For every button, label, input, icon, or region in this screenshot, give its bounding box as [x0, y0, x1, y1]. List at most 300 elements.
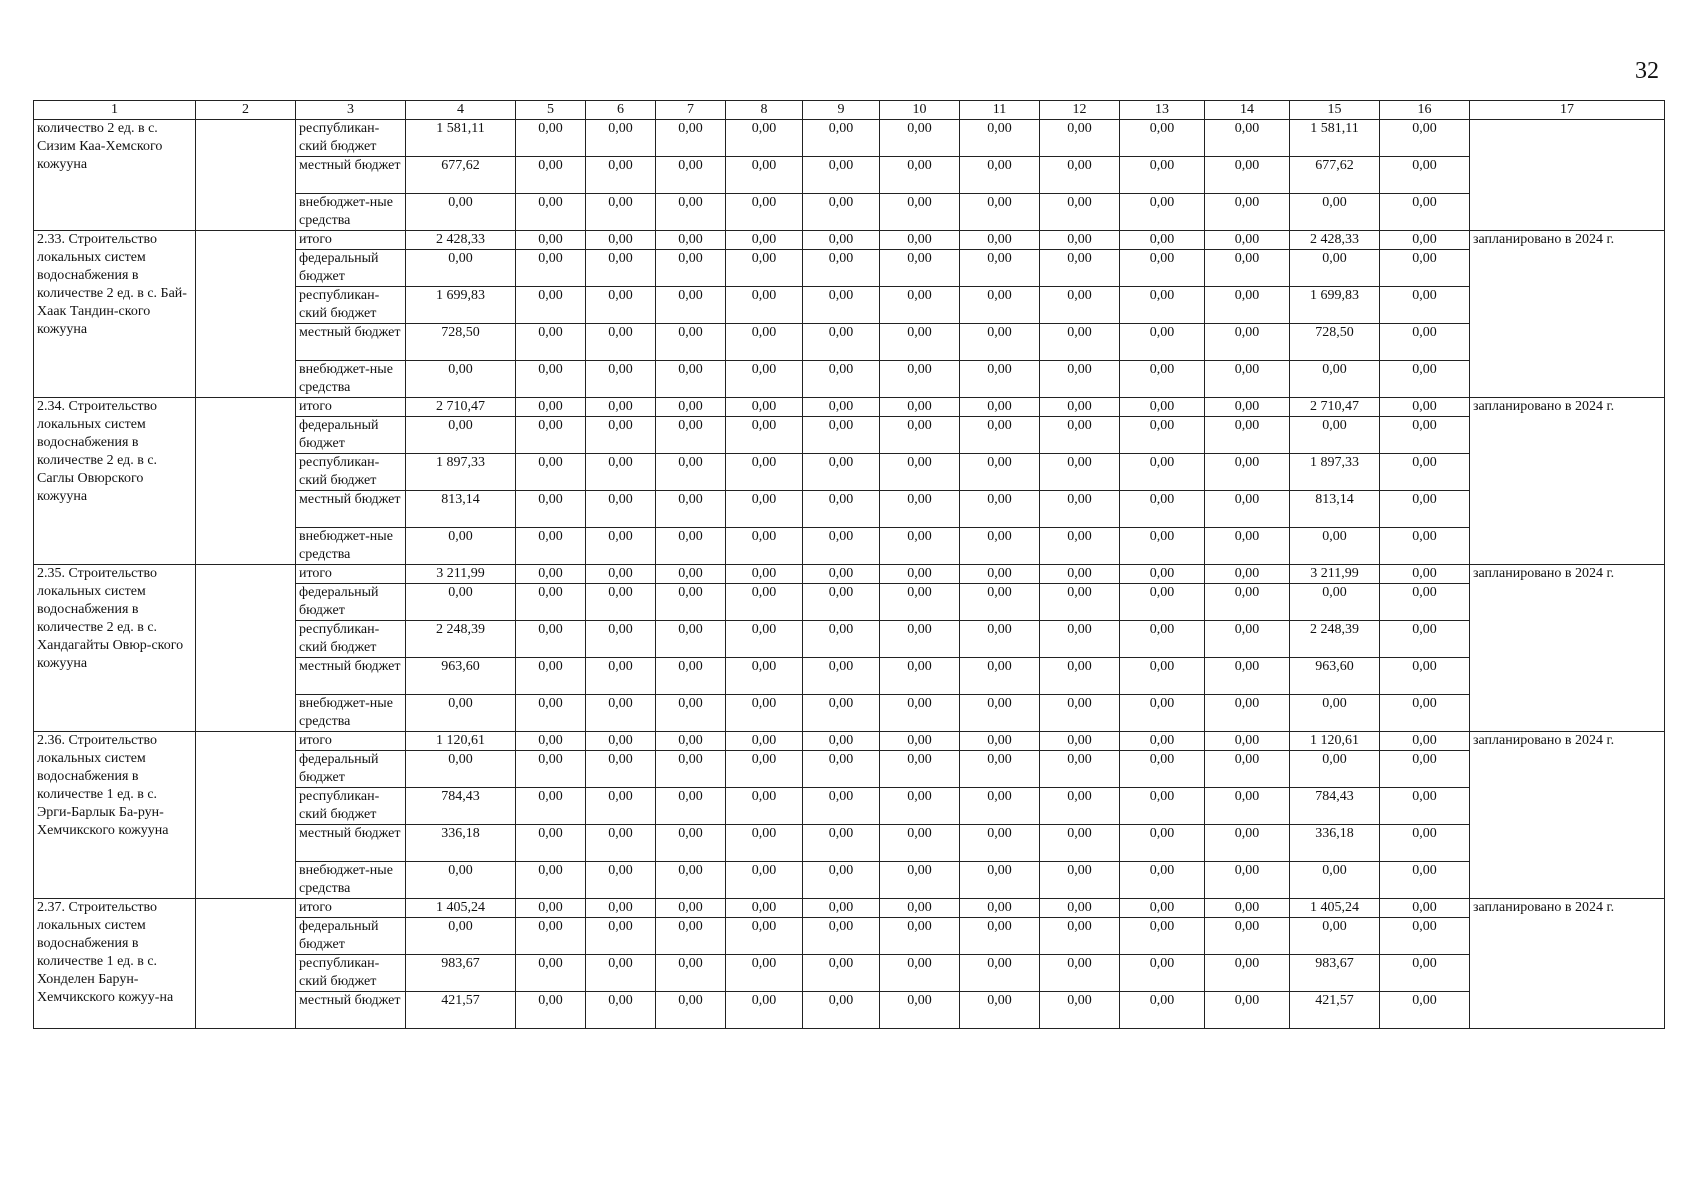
value-col-12: 0,00 — [1040, 918, 1120, 955]
value-col-9: 0,00 — [803, 491, 880, 528]
funding-source: федеральный бюджет — [296, 918, 406, 955]
value-col-12: 0,00 — [1040, 287, 1120, 324]
value-col-5: 0,00 — [516, 658, 586, 695]
value-col-4: 0,00 — [406, 918, 516, 955]
value-col-5: 0,00 — [516, 231, 586, 250]
column-header-15: 15 — [1290, 101, 1380, 120]
value-col-15: 813,14 — [1290, 491, 1380, 528]
value-col-15: 963,60 — [1290, 658, 1380, 695]
value-col-9: 0,00 — [803, 825, 880, 862]
funding-source: местный бюджет — [296, 992, 406, 1029]
value-col-8: 0,00 — [726, 250, 803, 287]
column-header-1: 1 — [34, 101, 196, 120]
value-col-14: 0,00 — [1205, 565, 1290, 584]
funding-source: федеральный бюджет — [296, 584, 406, 621]
value-col-6: 0,00 — [586, 250, 656, 287]
funding-source: федеральный бюджет — [296, 250, 406, 287]
value-col-7: 0,00 — [656, 862, 726, 899]
value-col-6: 0,00 — [586, 194, 656, 231]
value-col-5: 0,00 — [516, 157, 586, 194]
value-col-7: 0,00 — [656, 584, 726, 621]
value-col-5: 0,00 — [516, 361, 586, 398]
value-col-4: 813,14 — [406, 491, 516, 528]
value-col-14: 0,00 — [1205, 361, 1290, 398]
value-col-12: 0,00 — [1040, 491, 1120, 528]
value-col-14: 0,00 — [1205, 528, 1290, 565]
value-col-16: 0,00 — [1380, 361, 1470, 398]
value-col-16: 0,00 — [1380, 528, 1470, 565]
value-col-4: 3 211,99 — [406, 565, 516, 584]
column-2-cell — [196, 732, 296, 899]
value-col-15: 0,00 — [1290, 918, 1380, 955]
value-col-8: 0,00 — [726, 899, 803, 918]
value-col-16: 0,00 — [1380, 231, 1470, 250]
value-col-6: 0,00 — [586, 992, 656, 1029]
measure-block-1-note: запланировано в 2024 г. — [1470, 231, 1665, 398]
value-col-12: 0,00 — [1040, 621, 1120, 658]
column-header-14: 14 — [1205, 101, 1290, 120]
value-col-7: 0,00 — [656, 398, 726, 417]
value-col-15: 0,00 — [1290, 584, 1380, 621]
value-col-6: 0,00 — [586, 398, 656, 417]
value-col-6: 0,00 — [586, 157, 656, 194]
value-col-8: 0,00 — [726, 528, 803, 565]
value-col-14: 0,00 — [1205, 250, 1290, 287]
value-col-11: 0,00 — [960, 732, 1040, 751]
value-col-8: 0,00 — [726, 992, 803, 1029]
column-header-13: 13 — [1120, 101, 1205, 120]
value-col-11: 0,00 — [960, 621, 1040, 658]
column-header-8: 8 — [726, 101, 803, 120]
value-col-11: 0,00 — [960, 955, 1040, 992]
value-col-9: 0,00 — [803, 287, 880, 324]
value-col-5: 0,00 — [516, 788, 586, 825]
funding-source: федеральный бюджет — [296, 751, 406, 788]
value-col-16: 0,00 — [1380, 732, 1470, 751]
value-col-13: 0,00 — [1120, 899, 1205, 918]
measure-block-2-note: запланировано в 2024 г. — [1470, 398, 1665, 565]
table-row — [34, 231, 1665, 250]
value-col-16: 0,00 — [1380, 584, 1470, 621]
value-col-7: 0,00 — [656, 454, 726, 491]
value-col-12: 0,00 — [1040, 324, 1120, 361]
funding-source: внебюджет-ные средства — [296, 528, 406, 565]
value-col-6: 0,00 — [586, 825, 656, 862]
value-col-13: 0,00 — [1120, 658, 1205, 695]
value-col-12: 0,00 — [1040, 992, 1120, 1029]
value-col-8: 0,00 — [726, 862, 803, 899]
value-col-16: 0,00 — [1380, 417, 1470, 454]
value-col-13: 0,00 — [1120, 231, 1205, 250]
value-col-10: 0,00 — [880, 918, 960, 955]
value-col-14: 0,00 — [1205, 491, 1290, 528]
value-col-11: 0,00 — [960, 157, 1040, 194]
value-col-9: 0,00 — [803, 194, 880, 231]
value-col-12: 0,00 — [1040, 231, 1120, 250]
value-col-13: 0,00 — [1120, 918, 1205, 955]
value-col-5: 0,00 — [516, 565, 586, 584]
value-col-8: 0,00 — [726, 825, 803, 862]
value-col-8: 0,00 — [726, 491, 803, 528]
value-col-16: 0,00 — [1380, 287, 1470, 324]
value-col-4: 1 897,33 — [406, 454, 516, 491]
funding-source: республикан-ский бюджет — [296, 621, 406, 658]
value-col-14: 0,00 — [1205, 157, 1290, 194]
value-col-15: 728,50 — [1290, 324, 1380, 361]
value-col-13: 0,00 — [1120, 732, 1205, 751]
value-col-11: 0,00 — [960, 992, 1040, 1029]
value-col-11: 0,00 — [960, 788, 1040, 825]
measure-block-5-note: запланировано в 2024 г. — [1470, 899, 1665, 1029]
value-col-12: 0,00 — [1040, 899, 1120, 918]
value-col-5: 0,00 — [516, 398, 586, 417]
funding-source: федеральный бюджет — [296, 417, 406, 454]
value-col-10: 0,00 — [880, 751, 960, 788]
table-row — [34, 565, 1665, 584]
value-col-14: 0,00 — [1205, 732, 1290, 751]
value-col-11: 0,00 — [960, 695, 1040, 732]
value-col-6: 0,00 — [586, 658, 656, 695]
value-col-5: 0,00 — [516, 454, 586, 491]
value-col-14: 0,00 — [1205, 825, 1290, 862]
value-col-12: 0,00 — [1040, 565, 1120, 584]
value-col-10: 0,00 — [880, 231, 960, 250]
value-col-5: 0,00 — [516, 862, 586, 899]
funding-source: местный бюджет — [296, 491, 406, 528]
value-col-9: 0,00 — [803, 565, 880, 584]
value-col-14: 0,00 — [1205, 955, 1290, 992]
value-col-9: 0,00 — [803, 658, 880, 695]
value-col-7: 0,00 — [656, 565, 726, 584]
value-col-9: 0,00 — [803, 695, 880, 732]
value-col-7: 0,00 — [656, 231, 726, 250]
value-col-10: 0,00 — [880, 324, 960, 361]
value-col-16: 0,00 — [1380, 194, 1470, 231]
value-col-14: 0,00 — [1205, 751, 1290, 788]
value-col-7: 0,00 — [656, 899, 726, 918]
value-col-7: 0,00 — [656, 120, 726, 157]
value-col-15: 0,00 — [1290, 361, 1380, 398]
value-col-13: 0,00 — [1120, 788, 1205, 825]
column-header-12: 12 — [1040, 101, 1120, 120]
value-col-16: 0,00 — [1380, 621, 1470, 658]
value-col-12: 0,00 — [1040, 732, 1120, 751]
funding-source: местный бюджет — [296, 157, 406, 194]
funding-source: внебюджет-ные средства — [296, 194, 406, 231]
value-col-5: 0,00 — [516, 825, 586, 862]
value-col-16: 0,00 — [1380, 862, 1470, 899]
value-col-4: 2 428,33 — [406, 231, 516, 250]
value-col-14: 0,00 — [1205, 324, 1290, 361]
value-col-15: 421,57 — [1290, 992, 1380, 1029]
value-col-4: 2 248,39 — [406, 621, 516, 658]
value-col-10: 0,00 — [880, 732, 960, 751]
value-col-14: 0,00 — [1205, 695, 1290, 732]
value-col-16: 0,00 — [1380, 825, 1470, 862]
value-col-4: 0,00 — [406, 695, 516, 732]
value-col-9: 0,00 — [803, 454, 880, 491]
column-header-10: 10 — [880, 101, 960, 120]
value-col-8: 0,00 — [726, 565, 803, 584]
value-col-10: 0,00 — [880, 658, 960, 695]
value-col-13: 0,00 — [1120, 287, 1205, 324]
value-col-6: 0,00 — [586, 695, 656, 732]
value-col-9: 0,00 — [803, 324, 880, 361]
value-col-8: 0,00 — [726, 955, 803, 992]
value-col-12: 0,00 — [1040, 157, 1120, 194]
value-col-4: 1 581,11 — [406, 120, 516, 157]
value-col-7: 0,00 — [656, 194, 726, 231]
value-col-5: 0,00 — [516, 918, 586, 955]
value-col-12: 0,00 — [1040, 398, 1120, 417]
value-col-4: 0,00 — [406, 361, 516, 398]
value-col-13: 0,00 — [1120, 361, 1205, 398]
value-col-7: 0,00 — [656, 918, 726, 955]
value-col-14: 0,00 — [1205, 454, 1290, 491]
value-col-10: 0,00 — [880, 621, 960, 658]
value-col-9: 0,00 — [803, 992, 880, 1029]
value-col-12: 0,00 — [1040, 120, 1120, 157]
value-col-6: 0,00 — [586, 361, 656, 398]
value-col-4: 0,00 — [406, 250, 516, 287]
funding-source: внебюджет-ные средства — [296, 361, 406, 398]
value-col-11: 0,00 — [960, 491, 1040, 528]
value-col-11: 0,00 — [960, 250, 1040, 287]
value-col-7: 0,00 — [656, 732, 726, 751]
value-col-14: 0,00 — [1205, 862, 1290, 899]
value-col-13: 0,00 — [1120, 194, 1205, 231]
value-col-13: 0,00 — [1120, 491, 1205, 528]
value-col-11: 0,00 — [960, 287, 1040, 324]
value-col-4: 784,43 — [406, 788, 516, 825]
value-col-8: 0,00 — [726, 398, 803, 417]
value-col-8: 0,00 — [726, 454, 803, 491]
funding-source: итого — [296, 732, 406, 751]
value-col-12: 0,00 — [1040, 825, 1120, 862]
value-col-15: 3 211,99 — [1290, 565, 1380, 584]
value-col-7: 0,00 — [656, 361, 726, 398]
value-col-6: 0,00 — [586, 862, 656, 899]
value-col-14: 0,00 — [1205, 231, 1290, 250]
value-col-6: 0,00 — [586, 287, 656, 324]
value-col-14: 0,00 — [1205, 658, 1290, 695]
value-col-6: 0,00 — [586, 565, 656, 584]
value-col-13: 0,00 — [1120, 120, 1205, 157]
value-col-14: 0,00 — [1205, 287, 1290, 324]
funding-source: внебюджет-ные средства — [296, 862, 406, 899]
column-2-cell — [196, 120, 296, 231]
value-col-9: 0,00 — [803, 788, 880, 825]
value-col-16: 0,00 — [1380, 491, 1470, 528]
value-col-5: 0,00 — [516, 899, 586, 918]
value-col-15: 0,00 — [1290, 862, 1380, 899]
value-col-7: 0,00 — [656, 992, 726, 1029]
value-col-9: 0,00 — [803, 751, 880, 788]
value-col-4: 0,00 — [406, 751, 516, 788]
column-header-9: 9 — [803, 101, 880, 120]
value-col-6: 0,00 — [586, 621, 656, 658]
value-col-7: 0,00 — [656, 788, 726, 825]
budget-table — [33, 100, 1665, 1029]
value-col-7: 0,00 — [656, 250, 726, 287]
value-col-5: 0,00 — [516, 621, 586, 658]
funding-source: республикан-ский бюджет — [296, 955, 406, 992]
value-col-13: 0,00 — [1120, 695, 1205, 732]
value-col-13: 0,00 — [1120, 324, 1205, 361]
value-col-15: 2 710,47 — [1290, 398, 1380, 417]
value-col-13: 0,00 — [1120, 454, 1205, 491]
value-col-8: 0,00 — [726, 584, 803, 621]
value-col-10: 0,00 — [880, 695, 960, 732]
value-col-11: 0,00 — [960, 565, 1040, 584]
column-header-11: 11 — [960, 101, 1040, 120]
column-2-cell — [196, 565, 296, 732]
value-col-14: 0,00 — [1205, 918, 1290, 955]
value-col-11: 0,00 — [960, 862, 1040, 899]
value-col-10: 0,00 — [880, 454, 960, 491]
value-col-11: 0,00 — [960, 658, 1040, 695]
value-col-12: 0,00 — [1040, 955, 1120, 992]
value-col-16: 0,00 — [1380, 157, 1470, 194]
value-col-8: 0,00 — [726, 361, 803, 398]
value-col-7: 0,00 — [656, 955, 726, 992]
value-col-11: 0,00 — [960, 398, 1040, 417]
value-col-15: 0,00 — [1290, 417, 1380, 454]
value-col-5: 0,00 — [516, 491, 586, 528]
value-col-10: 0,00 — [880, 157, 960, 194]
value-col-9: 0,00 — [803, 250, 880, 287]
column-header-4: 4 — [406, 101, 516, 120]
value-col-9: 0,00 — [803, 361, 880, 398]
value-col-4: 983,67 — [406, 955, 516, 992]
value-col-5: 0,00 — [516, 751, 586, 788]
value-col-7: 0,00 — [656, 324, 726, 361]
value-col-14: 0,00 — [1205, 899, 1290, 918]
value-col-5: 0,00 — [516, 120, 586, 157]
value-col-11: 0,00 — [960, 584, 1040, 621]
value-col-10: 0,00 — [880, 862, 960, 899]
value-col-16: 0,00 — [1380, 751, 1470, 788]
value-col-14: 0,00 — [1205, 992, 1290, 1029]
value-col-11: 0,00 — [960, 231, 1040, 250]
value-col-14: 0,00 — [1205, 621, 1290, 658]
value-col-15: 1 120,61 — [1290, 732, 1380, 751]
funding-source: местный бюджет — [296, 324, 406, 361]
value-col-9: 0,00 — [803, 732, 880, 751]
value-col-13: 0,00 — [1120, 157, 1205, 194]
value-col-7: 0,00 — [656, 287, 726, 324]
value-col-16: 0,00 — [1380, 658, 1470, 695]
value-col-4: 0,00 — [406, 417, 516, 454]
value-col-15: 1 897,33 — [1290, 454, 1380, 491]
value-col-9: 0,00 — [803, 398, 880, 417]
value-col-16: 0,00 — [1380, 120, 1470, 157]
value-col-10: 0,00 — [880, 528, 960, 565]
value-col-5: 0,00 — [516, 955, 586, 992]
value-col-8: 0,00 — [726, 788, 803, 825]
table-row — [34, 899, 1665, 918]
value-col-10: 0,00 — [880, 194, 960, 231]
value-col-9: 0,00 — [803, 528, 880, 565]
funding-source: итого — [296, 398, 406, 417]
value-col-8: 0,00 — [726, 918, 803, 955]
value-col-15: 0,00 — [1290, 695, 1380, 732]
value-col-12: 0,00 — [1040, 584, 1120, 621]
header-row — [34, 101, 1665, 120]
value-col-7: 0,00 — [656, 621, 726, 658]
value-col-15: 677,62 — [1290, 157, 1380, 194]
value-col-4: 1 699,83 — [406, 287, 516, 324]
value-col-10: 0,00 — [880, 250, 960, 287]
column-header-6: 6 — [586, 101, 656, 120]
funding-source: внебюджет-ные средства — [296, 695, 406, 732]
value-col-15: 0,00 — [1290, 194, 1380, 231]
value-col-15: 2 428,33 — [1290, 231, 1380, 250]
value-col-13: 0,00 — [1120, 417, 1205, 454]
value-col-8: 0,00 — [726, 194, 803, 231]
value-col-4: 728,50 — [406, 324, 516, 361]
funding-source: итого — [296, 565, 406, 584]
value-col-11: 0,00 — [960, 918, 1040, 955]
value-col-5: 0,00 — [516, 250, 586, 287]
value-col-7: 0,00 — [656, 528, 726, 565]
value-col-5: 0,00 — [516, 194, 586, 231]
value-col-5: 0,00 — [516, 287, 586, 324]
column-header-2: 2 — [196, 101, 296, 120]
measure-block-1-description: 2.33. Строительство локальных систем водоснабжения в количестве 2 ед. в с. Бай-Хаак Тандин-ского кожууна — [34, 231, 196, 398]
value-col-12: 0,00 — [1040, 658, 1120, 695]
measure-block-3-description: 2.35. Строительство локальных систем водоснабжения в количестве 2 ед. в с. Хандагайты Овюр-ского кожууна — [34, 565, 196, 732]
value-col-4: 1 120,61 — [406, 732, 516, 751]
value-col-10: 0,00 — [880, 955, 960, 992]
value-col-12: 0,00 — [1040, 862, 1120, 899]
measure-block-3-note: запланировано в 2024 г. — [1470, 565, 1665, 732]
column-header-5: 5 — [516, 101, 586, 120]
value-col-7: 0,00 — [656, 417, 726, 454]
value-col-8: 0,00 — [726, 231, 803, 250]
value-col-5: 0,00 — [516, 417, 586, 454]
value-col-5: 0,00 — [516, 695, 586, 732]
measure-block-5-description: 2.37. Строительство локальных систем водоснабжения в количестве 1 ед. в с. Хонделен Барун-Хемчикского кожуу-на — [34, 899, 196, 1029]
table-row — [34, 398, 1665, 417]
value-col-9: 0,00 — [803, 918, 880, 955]
table-row — [34, 120, 1665, 157]
value-col-15: 0,00 — [1290, 250, 1380, 287]
value-col-8: 0,00 — [726, 417, 803, 454]
value-col-12: 0,00 — [1040, 788, 1120, 825]
value-col-4: 0,00 — [406, 584, 516, 621]
value-col-12: 0,00 — [1040, 528, 1120, 565]
column-header-17: 17 — [1470, 101, 1665, 120]
continuation-block-note — [1470, 120, 1665, 231]
funding-source: республикан-ский бюджет — [296, 287, 406, 324]
value-col-13: 0,00 — [1120, 250, 1205, 287]
value-col-16: 0,00 — [1380, 324, 1470, 361]
column-2-cell — [196, 398, 296, 565]
column-2-cell — [196, 899, 296, 1029]
value-col-15: 0,00 — [1290, 751, 1380, 788]
value-col-14: 0,00 — [1205, 194, 1290, 231]
funding-source: республикан-ский бюджет — [296, 454, 406, 491]
value-col-10: 0,00 — [880, 788, 960, 825]
value-col-15: 2 248,39 — [1290, 621, 1380, 658]
value-col-6: 0,00 — [586, 955, 656, 992]
table-body — [34, 120, 1665, 1029]
value-col-6: 0,00 — [586, 491, 656, 528]
column-header-3: 3 — [296, 101, 406, 120]
value-col-4: 421,57 — [406, 992, 516, 1029]
value-col-6: 0,00 — [586, 324, 656, 361]
